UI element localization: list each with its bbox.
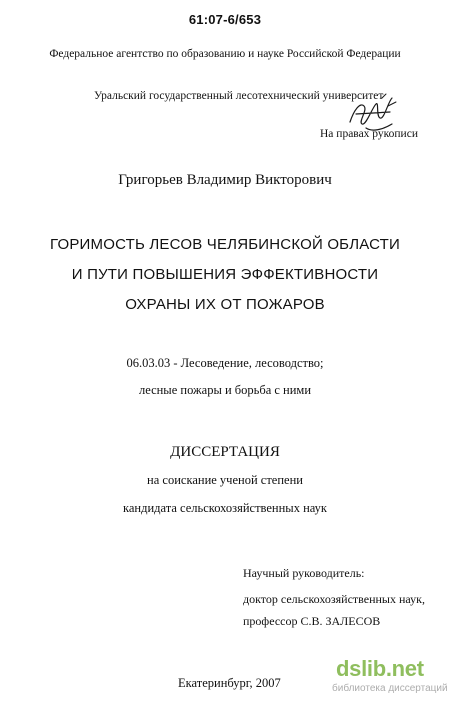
title-line: И ПУТИ ПОВЫШЕНИЯ ЭФФЕКТИВНОСТИ xyxy=(71,266,379,283)
supervisor-line: доктор сельскохозяйственных наук, xyxy=(243,592,425,606)
watermark xyxy=(332,656,448,700)
city-year: Екатеринбург, 2007 xyxy=(178,676,281,690)
title-line: ОХРАНЫ ИХ ОТ ПОЖАРОВ xyxy=(125,296,325,313)
watermark-caption: библиотека диссертаций xyxy=(332,683,448,694)
supervisor-line: Научный руководитель: xyxy=(243,566,365,580)
watermark-logo: dslib.net xyxy=(336,656,424,681)
supervisor-line: профессор С.В. ЗАЛЕСОВ xyxy=(243,614,381,628)
specialty-line: 06.03.03 - Лесоведение, лесоводство; xyxy=(126,356,324,370)
degree-line: на соискание ученой степени xyxy=(147,473,303,487)
author-name: Григорьев Владимир Викторович xyxy=(118,172,332,188)
document-kind: ДИССЕРТАЦИЯ xyxy=(170,444,280,460)
catalog-number: 61:07-6/653 xyxy=(188,12,262,27)
rights-note: На правах рукописи xyxy=(320,128,418,140)
specialty-line: лесные пожары и борьба с ними xyxy=(138,383,312,397)
title-line: ГОРИМОСТЬ ЛЕСОВ ЧЕЛЯБИНСКОЙ ОБЛАСТИ xyxy=(49,236,401,253)
agency-name: Федеральное агентство по образованию и науке Российской Федерации xyxy=(49,48,401,60)
university-name: Уральский государственный лесотехнический университет xyxy=(94,90,384,102)
degree-line: кандидата сельскохозяйственных наук xyxy=(122,501,328,515)
